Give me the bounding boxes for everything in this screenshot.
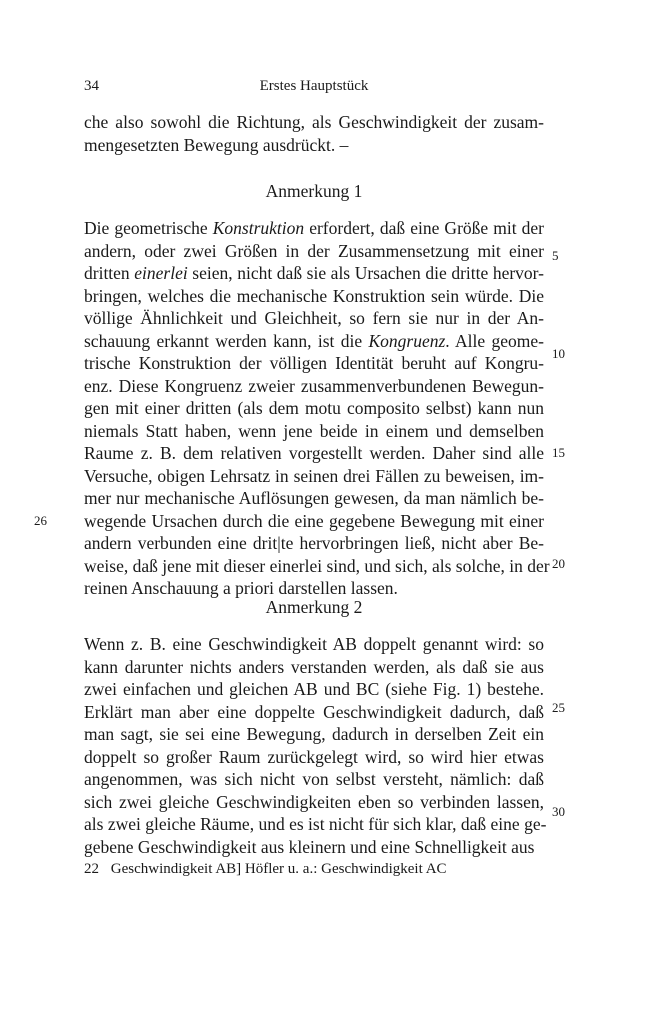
- running-title: Erstes Hauptstück: [259, 78, 369, 94]
- text-line: man sagt, sie sei eine Bewegung, dadurch in derselben Zeit ein: [84, 724, 544, 744]
- text-line: mengesetzten Bewegung ausdrückt. –: [84, 134, 349, 155]
- text-line: trische Konstruktion der völligen Identität beruht auf Kongru-: [84, 353, 544, 373]
- text-line: niemals Statt haben, wenn jene beide in einem und demselben: [84, 420, 544, 441]
- line-number-25: 25: [552, 700, 565, 715]
- footnote-text: Geschwindigkeit AB] Höfler u. a.: Geschwindigkeit AC: [110, 861, 447, 877]
- text-line: Wenn z. B. eine Geschwindigkeit AB doppelt genannt wird: so: [84, 634, 544, 654]
- text-line: enz. Diese Kongruenz zweier zusammenverbundenen Bewegun-: [84, 375, 544, 396]
- page-number: 34: [84, 78, 99, 94]
- text-line: che also sowohl die Richtung, als Geschwindigkeit der zusam-: [84, 112, 544, 132]
- text-line: kann darunter nichts anders verstanden werden, als daß sie aus: [84, 656, 544, 677]
- text-line: völlige Ähnlichkeit und Gleichheit, so fern sie nur in der An-: [84, 308, 544, 328]
- text-line: mer nur mechanische Auflösungen gewesen, da man nämlich be-: [84, 488, 544, 508]
- text-line: bringen, welches die mechanische Konstruktion sein würde. Die: [84, 285, 544, 306]
- section-heading-anmerkung-1: Anmerkung 1: [265, 181, 363, 201]
- text-line: als zwei gleiche Räume, und es ist nicht für sich klar, daß eine ge-: [84, 814, 547, 834]
- line-number-30: 30: [552, 804, 565, 819]
- text-line: sich zwei gleiche Geschwindigkeiten eben so verbinden lassen,: [84, 791, 544, 812]
- text-line: angenommen, was sich nicht von selbst versteht, nämlich: daß: [84, 769, 544, 789]
- intro-paragraph: [84, 111, 544, 156]
- margin-page-reference-26: 26: [34, 513, 47, 528]
- text-line: Versuche, obigen Lehrsatz in seinen drei Fällen zu beweisen, im-: [84, 465, 544, 486]
- text-line: gebene Geschwindigkeit aus kleinern und eine Schnelligkeit aus: [84, 836, 535, 857]
- text-line: doppelt so großer Raum zurückgelegt wird, so wird hier etwas: [84, 746, 544, 767]
- line-number-20: 20: [552, 556, 565, 571]
- section-heading-anmerkung-2: Anmerkung 2: [265, 597, 363, 617]
- line-number-10: 10: [552, 346, 565, 361]
- line-number-5: 5: [552, 248, 559, 263]
- text-line: andern, oder zwei Größen in der Zusammensetzung mit einer: [84, 240, 544, 261]
- text-line: dritten einerlei seien, nicht daß sie als Ursachen die dritte hervor-: [84, 263, 544, 283]
- text-line: schauung erkannt werden kann, ist die Kongruenz. Alle geome-: [84, 330, 544, 351]
- line-number-15: 15: [552, 445, 565, 460]
- text-line: reinen Anschauung a priori darstellen lassen.: [84, 578, 398, 598]
- text-line: Die geometrische Konstruktion erfordert, daß eine Größe mit der: [84, 218, 544, 238]
- text-line: andern verbunden eine drit|te hervorbringen ließ, nicht aber Be-: [84, 533, 544, 553]
- text-line: weise, daß jene mit dieser einerlei sind, und sich, als solche, in der: [84, 555, 550, 576]
- section-1-paragraph: [84, 217, 550, 600]
- footnote: [84, 861, 455, 878]
- section-2-paragraph: [84, 633, 547, 858]
- footnote-line-number: 22: [84, 861, 99, 877]
- text-line: Raume z. B. dem relativen vorgestellt werden. Daher sind alle: [84, 443, 544, 463]
- text-line: gen mit einer dritten (als dem motu composito selbst) kann nun: [84, 398, 544, 418]
- text-line: zwei einfachen und gleichen AB und BC (siehe Fig. 1) bestehe.: [84, 679, 544, 699]
- text-line: Erklärt man aber eine doppelte Geschwindigkeit dadurch, daß: [84, 701, 544, 722]
- text-line: wegende Ursachen durch die eine gegebene Bewegung mit einer: [84, 510, 544, 531]
